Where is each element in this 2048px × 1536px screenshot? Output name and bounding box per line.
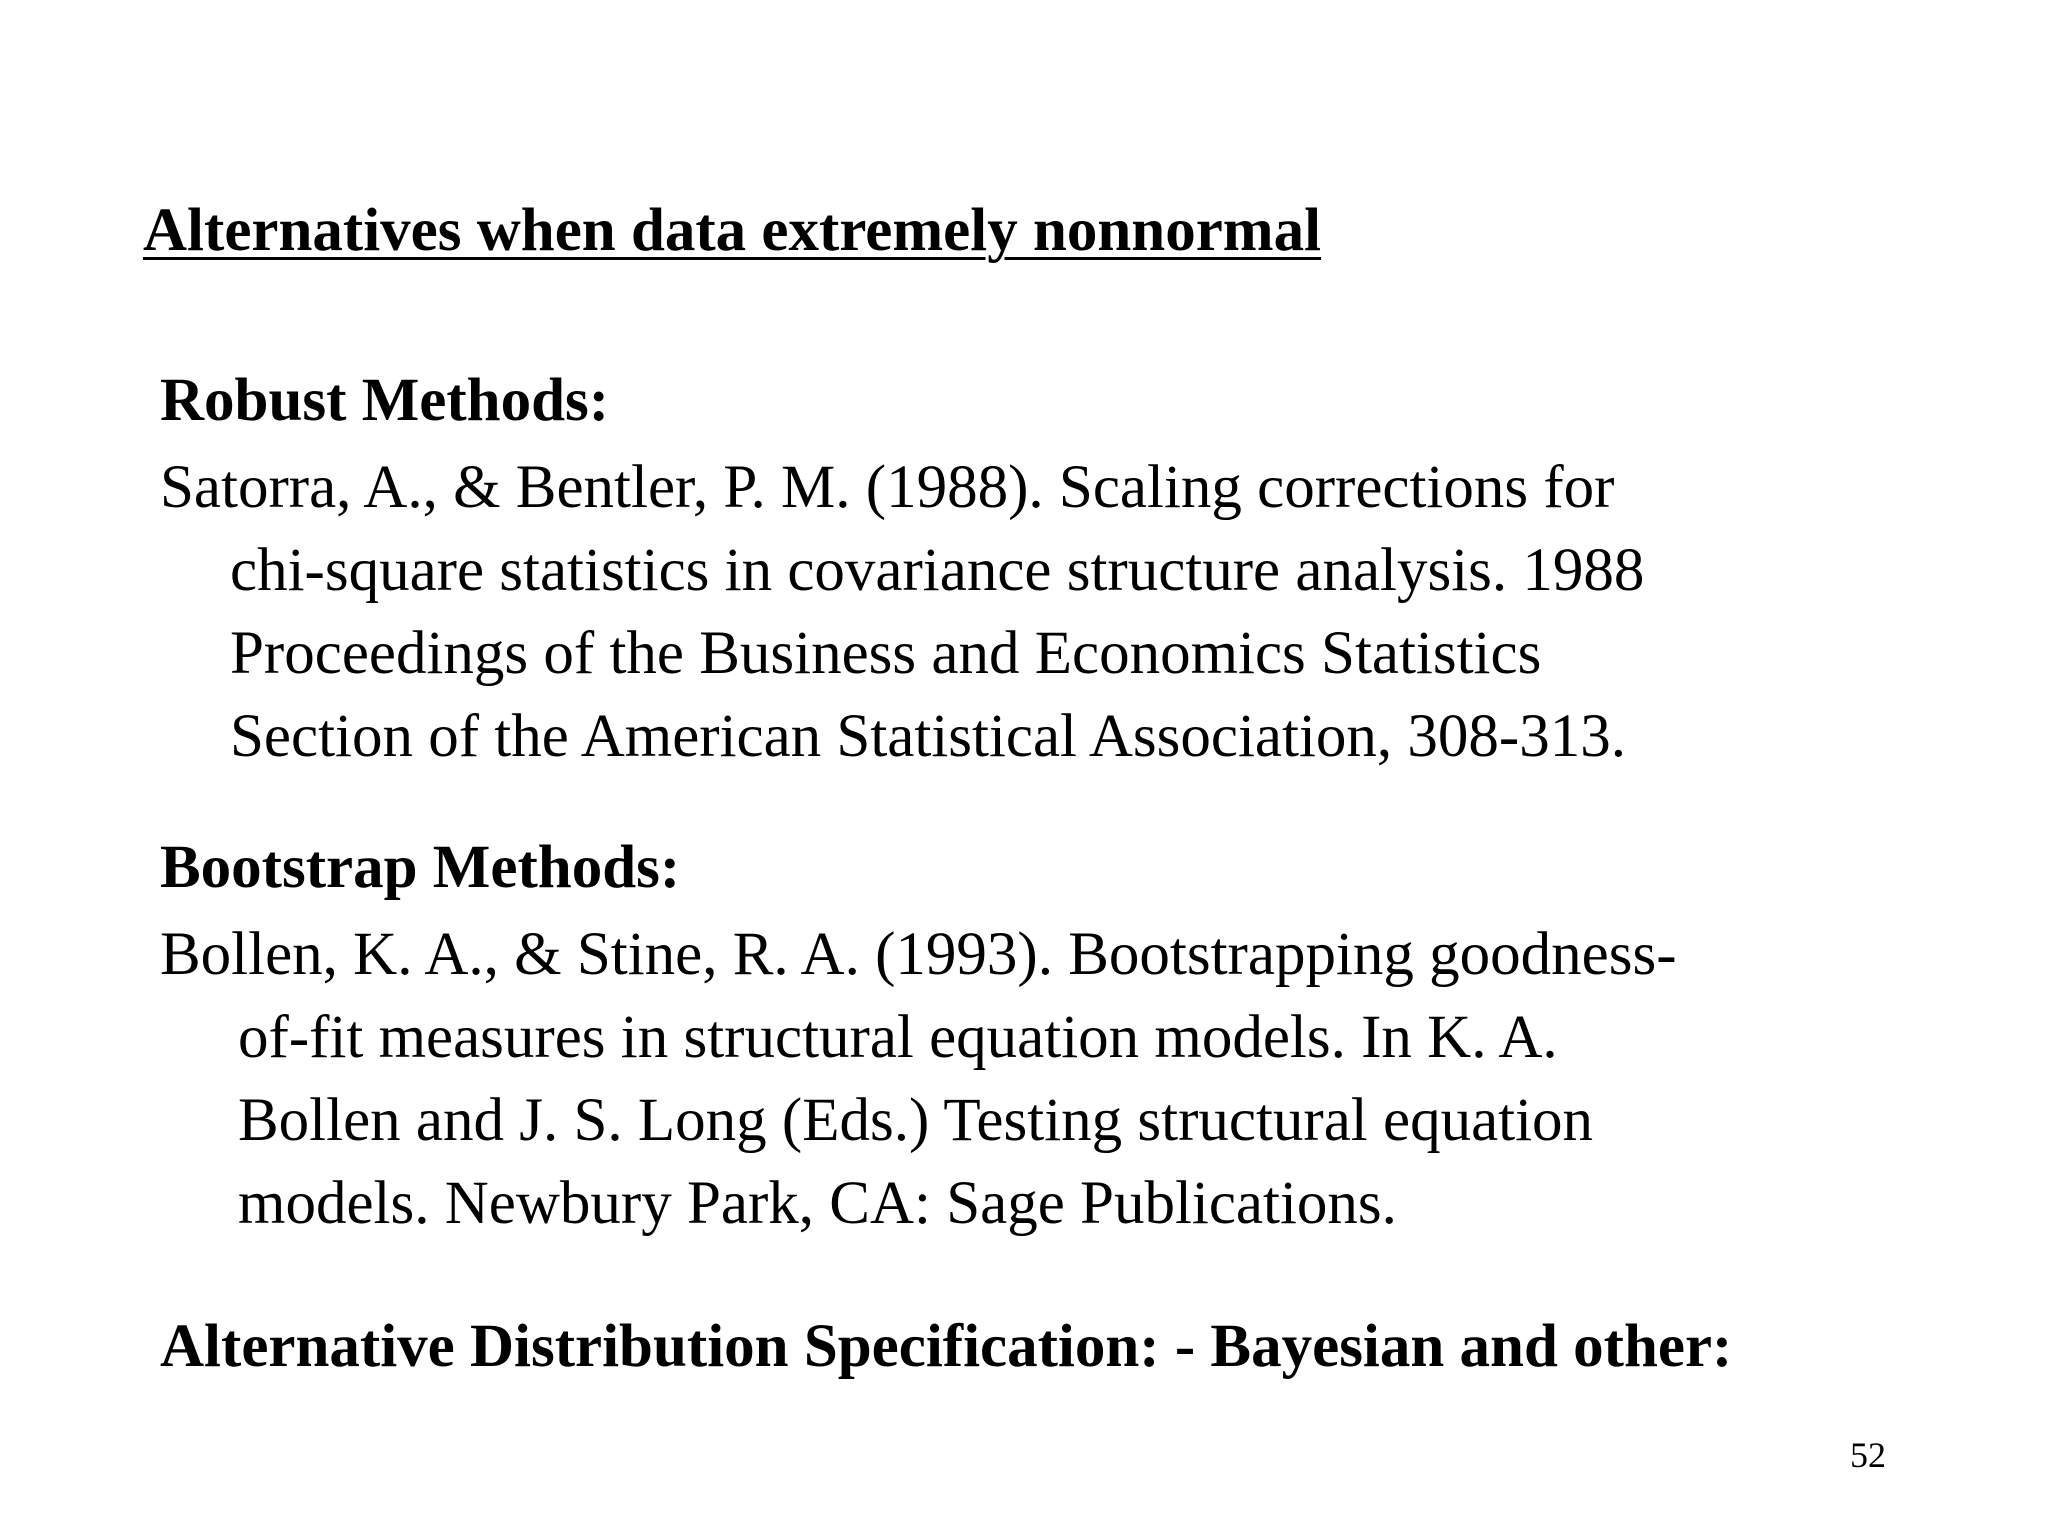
reference-bollen-stine: [160, 913, 1980, 1245]
reference-line: chi-square statistics in covariance structure analysis. 1988: [230, 537, 1645, 604]
reference-line: Bollen, K. A., & Stine, R. A. (1993). Bootstrapping goodness-: [160, 921, 1677, 988]
section-heading-bootstrap-methods: Bootstrap Methods:: [160, 834, 681, 901]
reference-line: Section of the American Statistical Association, 308-313.: [230, 703, 1626, 770]
reference-satorra-bentler: [160, 446, 1980, 778]
reference-line: Bollen and J. S. Long (Eds.) Testing structural equation: [238, 1087, 1594, 1154]
slide-title: Alternatives when data extremely nonnormal: [143, 197, 1322, 264]
reference-line: Proceedings of the Business and Economics Statistics: [230, 620, 1542, 687]
reference-line: of-fit measures in structural equation models. In K. A.: [238, 1004, 1558, 1071]
page-number: 52: [1850, 1435, 1886, 1475]
reference-line: models. Newbury Park, CA: Sage Publications.: [238, 1170, 1397, 1237]
reference-line: Satorra, A., & Bentler, P. M. (1988). Scaling corrections for: [160, 454, 1615, 521]
section-heading-robust-methods: Robust Methods:: [160, 367, 610, 434]
section-heading-alternative-distribution: Alternative Distribution Specification: - Bayesian and other:: [160, 1313, 1733, 1380]
